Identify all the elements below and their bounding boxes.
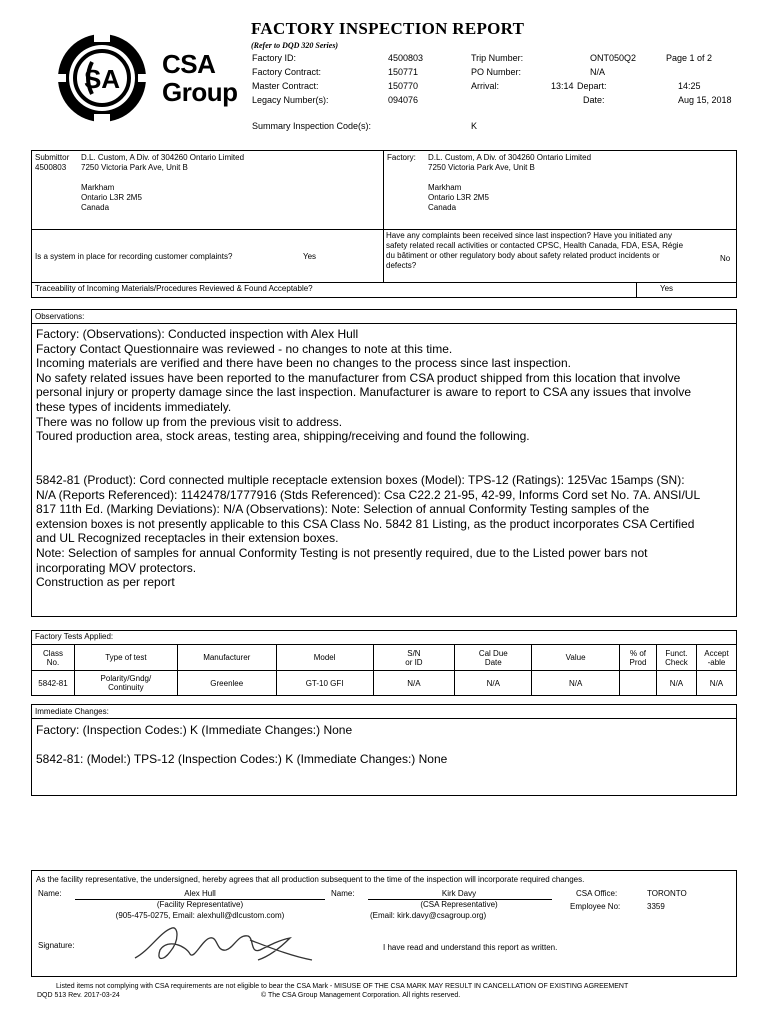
- factory-contract-label: Factory Contract:: [252, 67, 322, 77]
- column-header-cell: Accept -able: [696, 645, 736, 671]
- observation-line: incorporating MOV protectors.: [36, 560, 197, 575]
- observation-line: [36, 458, 736, 473]
- arrival-value: 13:14: [551, 81, 574, 91]
- table-row: [32, 671, 737, 696]
- observation-line: Factory: (Observations): Conducted inspection with Alex Hull: [36, 327, 359, 341]
- table-cell: [620, 671, 657, 696]
- complaints-system-question: Is a system in place for recording customer complaints?: [35, 252, 233, 261]
- employee-no-value: 3359: [647, 902, 665, 911]
- observation-line: Incoming materials are verified and there have been no changes to the process since last inspection.: [36, 356, 571, 371]
- complaints-received-question: Have any complaints been received since last inspection? Have you initiated any safety related recall activities or contacted CPSC, Health Canada, FDA, ESA, Régie du bâtiment or other regulatory body about safety related product incidents or defects?: [386, 231, 684, 270]
- csa-rep-contact: (Email: kirk.davy@csagroup.org): [370, 911, 487, 920]
- signature-label: Signature:: [38, 941, 75, 950]
- immediate-changes-model: 5842-81: (Model:) TPS-12 (Inspection Codes:) K (Immediate Changes:) None: [36, 752, 448, 766]
- trip-number-label: Trip Number:: [471, 53, 524, 63]
- csa-office-value: TORONTO: [647, 889, 687, 898]
- observation-line: 5842-81 (Product): Cord connected multiple receptacle extension boxes (Model): TPS-12 (Ratings): 125Vac 15amps (SN):: [36, 472, 685, 487]
- factory-id-value: 4500803: [388, 53, 424, 63]
- immediate-changes-label: Immediate Changes:: [35, 707, 109, 716]
- factory-id-label: Factory ID:: [252, 53, 297, 63]
- csa-rep-role: (CSA Representative): [420, 900, 498, 909]
- column-header-cell: S/N or ID: [373, 645, 455, 671]
- depart-value: 14:25: [678, 81, 701, 91]
- observation-line: Toured production area, stock areas, testing area, shipping/receiving and found the following.: [36, 429, 530, 444]
- observations-label: Observations:: [35, 312, 85, 321]
- facility-name-label: Name:: [38, 889, 62, 898]
- csa-logo-emblem-icon: [52, 24, 152, 134]
- po-number-value: N/A: [590, 67, 606, 77]
- csa-name-label: Name:: [331, 889, 355, 898]
- csa-office-label: CSA Office:: [576, 889, 618, 898]
- observation-line: and UL Recognized receptacles in their extension boxes.: [36, 531, 339, 546]
- report-title: FACTORY INSPECTION REPORT: [251, 19, 525, 38]
- factory-name: D.L. Custom, A Div. of 304260 Ontario Limited: [428, 153, 592, 162]
- observation-line: No safety related issues have been reported to the manufacturer from CSA product shipped from this location that involve: [36, 370, 681, 385]
- table-cell: N/A: [532, 671, 620, 696]
- submitter-name: D.L. Custom, A Div. of 304260 Ontario Limited: [81, 153, 245, 162]
- legacy-number-value: 094076: [388, 95, 419, 105]
- submitter-city: Markham: [81, 183, 115, 192]
- observations-text: [36, 327, 736, 590]
- logo-text-csa: CSA: [162, 49, 216, 79]
- factory-tests-label: Factory Tests Applied:: [35, 632, 114, 641]
- footer-copyright: © The CSA Group Management Corporation. All rights reserved.: [261, 992, 461, 999]
- factory-tests-table: [31, 644, 737, 696]
- immediate-changes-factory: Factory: (Inspection Codes:) K (Immediate Changes:) None: [36, 723, 353, 737]
- table-cell: N/A: [455, 671, 532, 696]
- employee-no-label: Employee No:: [570, 902, 621, 911]
- trip-number-value: ONT050Q2: [590, 53, 637, 63]
- po-number-label: PO Number:: [471, 67, 522, 77]
- table-cell: Greenlee: [177, 671, 276, 696]
- factory-country: Canada: [428, 203, 457, 212]
- complaints-system-answer: Yes: [303, 252, 317, 261]
- table-cell: N/A: [373, 671, 455, 696]
- complaints-received-answer: No: [720, 254, 731, 263]
- date-label: Date:: [583, 95, 605, 105]
- acknowledgement-text: I have read and understand this report as written.: [383, 943, 558, 952]
- summary-code-label: Summary Inspection Code(s):: [252, 121, 372, 131]
- submitter-label: Submittor: [35, 153, 70, 162]
- traceability-question: Traceability of Incoming Materials/Procedures Reviewed & Found Acceptable?: [35, 284, 313, 293]
- column-header-cell: Cal Due Date: [455, 645, 532, 671]
- table-cell: Polarity/Gndg/ Continuity: [74, 671, 177, 696]
- master-contract-value: 150770: [388, 81, 419, 91]
- factory-province: Ontario L3R 2M5: [428, 193, 489, 202]
- facility-rep-contact: (905-475-0275, Email: alexhull@dlcustom.com): [115, 911, 285, 920]
- facility-rep-role: (Facility Representative): [156, 900, 244, 909]
- master-contract-label: Master Contract:: [252, 81, 319, 91]
- csa-group-logo: [52, 24, 238, 134]
- factory-contract-value: 150771: [388, 67, 419, 77]
- signature-image: [130, 920, 320, 970]
- summary-code-value: K: [471, 121, 478, 131]
- report-subtitle: (Refer to DQD 320 Series): [251, 41, 339, 50]
- table-header-row: [32, 645, 737, 671]
- table-cell: 5842-81: [32, 671, 75, 696]
- factory-address: 7250 Victoria Park Ave, Unit B: [428, 163, 535, 172]
- table-cell: GT-10 GFI: [276, 671, 373, 696]
- column-header-cell: Type of test: [74, 645, 177, 671]
- submitter-country: Canada: [81, 203, 110, 212]
- arrival-label: Arrival:: [471, 81, 500, 91]
- observation-line: There was no follow up from the previous visit to address.: [36, 414, 343, 429]
- column-header-cell: Model: [276, 645, 373, 671]
- svg-text:SA: SA: [83, 64, 121, 94]
- logo-text-group: Group: [162, 77, 238, 107]
- submitter-id: 4500803: [35, 163, 67, 172]
- table-cell: N/A: [656, 671, 696, 696]
- observation-line: [36, 444, 736, 459]
- observation-line: Construction as per report: [36, 575, 175, 590]
- legacy-number-label: Legacy Number(s):: [252, 95, 329, 105]
- depart-label: Depart:: [577, 81, 607, 91]
- observation-line: personal injury or property damage since the last inspection. Manufacturer is aware to report to CSA any issues that involve: [36, 385, 692, 400]
- column-header-cell: Value: [532, 645, 620, 671]
- page-number: Page 1 of 2: [666, 53, 713, 63]
- column-header-cell: Class No.: [32, 645, 75, 671]
- table-cell: N/A: [696, 671, 736, 696]
- column-header-cell: Manufacturer: [177, 645, 276, 671]
- footer-warning: Listed items not complying with CSA requirements are not eligible to bear the CSA Mark - MISUSE OF THE CSA MARK MAY RESULT IN CANCELLATION OF EXISTING AGREEMENT: [56, 983, 629, 990]
- observation-line: Note: Selection of samples for annual Conformity Testing is not presently required, due to the Listed power bars not: [36, 545, 648, 560]
- column-header-cell: % of Prod: [620, 645, 657, 671]
- facility-rep-name: Alex Hull: [184, 889, 216, 898]
- footer-doc-id: DQD 513 Rev. 2017-03-24: [37, 992, 120, 999]
- factory-city: Markham: [428, 183, 462, 192]
- column-header-cell: Funct. Check: [656, 645, 696, 671]
- factory-label: Factory:: [387, 153, 416, 162]
- submitter-province: Ontario L3R 2M5: [81, 193, 142, 202]
- csa-rep-name: Kirk Davy: [441, 889, 477, 898]
- traceability-answer: Yes: [660, 284, 674, 293]
- observation-line: extension boxes is not presently applicable to this CSA Class No. 5842 81 Listing, as the product incorporates CSA Certified: [36, 516, 695, 531]
- observation-line: these types of incidents immediately.: [36, 399, 232, 414]
- observation-line: N/A (Reports Referenced): 1142478/1777916 (Stds Referenced): Csa C22.2 21-95, 42-99, Informs Cord set No. 7A. ANSI/UL: [36, 487, 701, 502]
- date-value: Aug 15, 2018: [678, 95, 732, 105]
- observation-line: Factory Contact Questionnaire was reviewed - no changes to note at this time.: [36, 341, 453, 356]
- signoff-statement: As the facility representative, the undersigned, hereby agrees that all production subsequent to the time of the inspection will incorporate required changes.: [36, 875, 585, 884]
- observation-line: 817 11th Ed. (Marking Deviations): N/A (Observations): Note: Selection of annual Conformity Testing samples of the: [36, 502, 650, 517]
- submitter-address: 7250 Victoria Park Ave, Unit B: [81, 163, 188, 172]
